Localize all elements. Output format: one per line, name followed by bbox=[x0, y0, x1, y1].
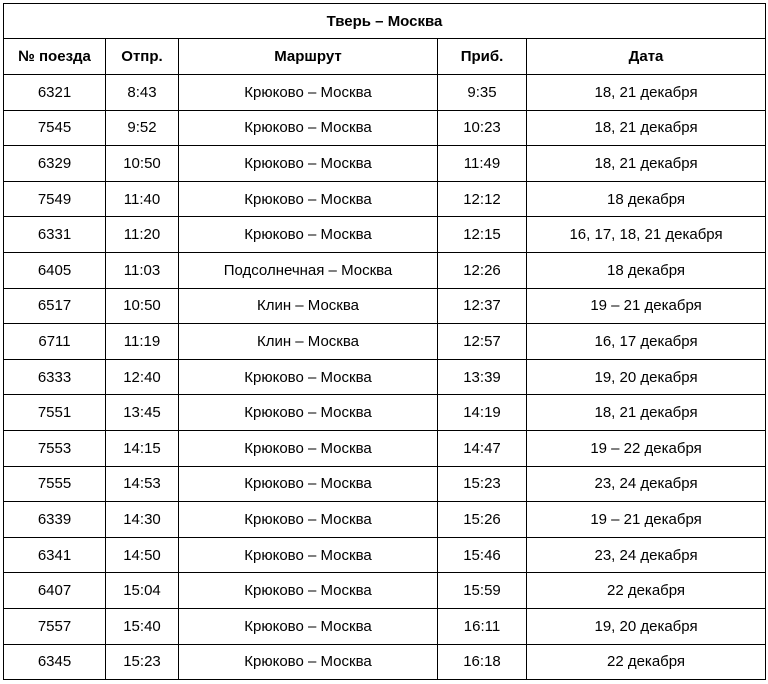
table-row bbox=[4, 466, 766, 502]
table-row bbox=[4, 288, 766, 324]
column-header-arrival: Приб. bbox=[438, 39, 527, 75]
table-row bbox=[4, 324, 766, 360]
cell-train: 6517 bbox=[4, 288, 106, 324]
cell-route: Крюково – Москва bbox=[179, 608, 438, 644]
cell-train: 6329 bbox=[4, 146, 106, 182]
cell-route: Подсолнечная – Москва bbox=[179, 252, 438, 288]
cell-departure: 15:23 bbox=[106, 644, 179, 680]
cell-date: 19 – 21 декабря bbox=[527, 288, 766, 324]
cell-date: 19 – 22 декабря bbox=[527, 430, 766, 466]
cell-date: 18, 21 декабря bbox=[527, 395, 766, 431]
cell-departure: 14:15 bbox=[106, 430, 179, 466]
cell-date: 19 – 21 декабря bbox=[527, 502, 766, 538]
cell-route: Клин – Москва bbox=[179, 324, 438, 360]
cell-date: 16, 17, 18, 21 декабря bbox=[527, 217, 766, 253]
cell-route: Крюково – Москва bbox=[179, 110, 438, 146]
cell-route: Клин – Москва bbox=[179, 288, 438, 324]
cell-departure: 14:50 bbox=[106, 537, 179, 573]
column-header-departure: Отпр. bbox=[106, 39, 179, 75]
table-row bbox=[4, 537, 766, 573]
cell-route: Крюково – Москва bbox=[179, 181, 438, 217]
cell-date: 18 декабря bbox=[527, 252, 766, 288]
cell-date: 19, 20 декабря bbox=[527, 359, 766, 395]
cell-route: Крюково – Москва bbox=[179, 537, 438, 573]
cell-train: 7545 bbox=[4, 110, 106, 146]
cell-route: Крюково – Москва bbox=[179, 644, 438, 680]
cell-arrival: 16:18 bbox=[438, 644, 527, 680]
cell-date: 19, 20 декабря bbox=[527, 608, 766, 644]
column-header-train: № поезда bbox=[4, 39, 106, 75]
cell-date: 23, 24 декабря bbox=[527, 466, 766, 502]
table-row bbox=[4, 252, 766, 288]
cell-arrival: 12:12 bbox=[438, 181, 527, 217]
cell-train: 6333 bbox=[4, 359, 106, 395]
cell-date: 22 декабря bbox=[527, 573, 766, 609]
cell-date: 18, 21 декабря bbox=[527, 146, 766, 182]
table-row bbox=[4, 502, 766, 538]
cell-departure: 11:40 bbox=[106, 181, 179, 217]
cell-train: 7553 bbox=[4, 430, 106, 466]
cell-route: Крюково – Москва bbox=[179, 502, 438, 538]
cell-arrival: 10:23 bbox=[438, 110, 527, 146]
cell-arrival: 16:11 bbox=[438, 608, 527, 644]
cell-arrival: 15:23 bbox=[438, 466, 527, 502]
table-row bbox=[4, 573, 766, 609]
cell-departure: 14:30 bbox=[106, 502, 179, 538]
cell-departure: 11:20 bbox=[106, 217, 179, 253]
table-row bbox=[4, 146, 766, 182]
header-row bbox=[4, 39, 766, 75]
cell-arrival: 12:37 bbox=[438, 288, 527, 324]
cell-arrival: 15:26 bbox=[438, 502, 527, 538]
cell-departure: 12:40 bbox=[106, 359, 179, 395]
cell-date: 22 декабря bbox=[527, 644, 766, 680]
cell-arrival: 11:49 bbox=[438, 146, 527, 182]
cell-train: 7549 bbox=[4, 181, 106, 217]
column-header-route: Маршрут bbox=[179, 39, 438, 75]
cell-departure: 15:04 bbox=[106, 573, 179, 609]
cell-route: Крюково – Москва bbox=[179, 395, 438, 431]
cell-departure: 15:40 bbox=[106, 608, 179, 644]
table-row bbox=[4, 395, 766, 431]
cell-departure: 13:45 bbox=[106, 395, 179, 431]
table-title: Тверь – Москва bbox=[4, 4, 766, 39]
cell-train: 6339 bbox=[4, 502, 106, 538]
table-row bbox=[4, 181, 766, 217]
cell-arrival: 15:59 bbox=[438, 573, 527, 609]
cell-departure: 8:43 bbox=[106, 75, 179, 111]
cell-train: 6321 bbox=[4, 75, 106, 111]
cell-train: 6711 bbox=[4, 324, 106, 360]
cell-arrival: 13:39 bbox=[438, 359, 527, 395]
cell-train: 7551 bbox=[4, 395, 106, 431]
cell-departure: 10:50 bbox=[106, 146, 179, 182]
table-row bbox=[4, 430, 766, 466]
table-row bbox=[4, 217, 766, 253]
cell-arrival: 9:35 bbox=[438, 75, 527, 111]
cell-train: 6331 bbox=[4, 217, 106, 253]
cell-date: 18, 21 декабря bbox=[527, 75, 766, 111]
cell-departure: 10:50 bbox=[106, 288, 179, 324]
cell-route: Крюково – Москва bbox=[179, 146, 438, 182]
cell-arrival: 14:47 bbox=[438, 430, 527, 466]
cell-train: 7555 bbox=[4, 466, 106, 502]
train-schedule-table bbox=[3, 3, 766, 680]
table-row bbox=[4, 359, 766, 395]
cell-departure: 11:03 bbox=[106, 252, 179, 288]
cell-arrival: 12:15 bbox=[438, 217, 527, 253]
cell-date: 18, 21 декабря bbox=[527, 110, 766, 146]
column-header-date: Дата bbox=[527, 39, 766, 75]
cell-departure: 14:53 bbox=[106, 466, 179, 502]
table-row bbox=[4, 75, 766, 111]
cell-arrival: 12:26 bbox=[438, 252, 527, 288]
cell-train: 6341 bbox=[4, 537, 106, 573]
cell-date: 18 декабря bbox=[527, 181, 766, 217]
cell-route: Крюково – Москва bbox=[179, 359, 438, 395]
table-row bbox=[4, 110, 766, 146]
table-row bbox=[4, 644, 766, 680]
table-row bbox=[4, 608, 766, 644]
cell-arrival: 12:57 bbox=[438, 324, 527, 360]
cell-route: Крюково – Москва bbox=[179, 466, 438, 502]
cell-route: Крюково – Москва bbox=[179, 217, 438, 253]
cell-departure: 9:52 bbox=[106, 110, 179, 146]
table-body bbox=[4, 75, 766, 680]
cell-date: 16, 17 декабря bbox=[527, 324, 766, 360]
cell-departure: 11:19 bbox=[106, 324, 179, 360]
cell-date: 23, 24 декабря bbox=[527, 537, 766, 573]
cell-route: Крюково – Москва bbox=[179, 573, 438, 609]
cell-train: 6345 bbox=[4, 644, 106, 680]
cell-train: 7557 bbox=[4, 608, 106, 644]
title-row bbox=[4, 4, 766, 39]
cell-arrival: 14:19 bbox=[438, 395, 527, 431]
cell-train: 6407 bbox=[4, 573, 106, 609]
cell-route: Крюково – Москва bbox=[179, 75, 438, 111]
cell-train: 6405 bbox=[4, 252, 106, 288]
cell-arrival: 15:46 bbox=[438, 537, 527, 573]
cell-route: Крюково – Москва bbox=[179, 430, 438, 466]
